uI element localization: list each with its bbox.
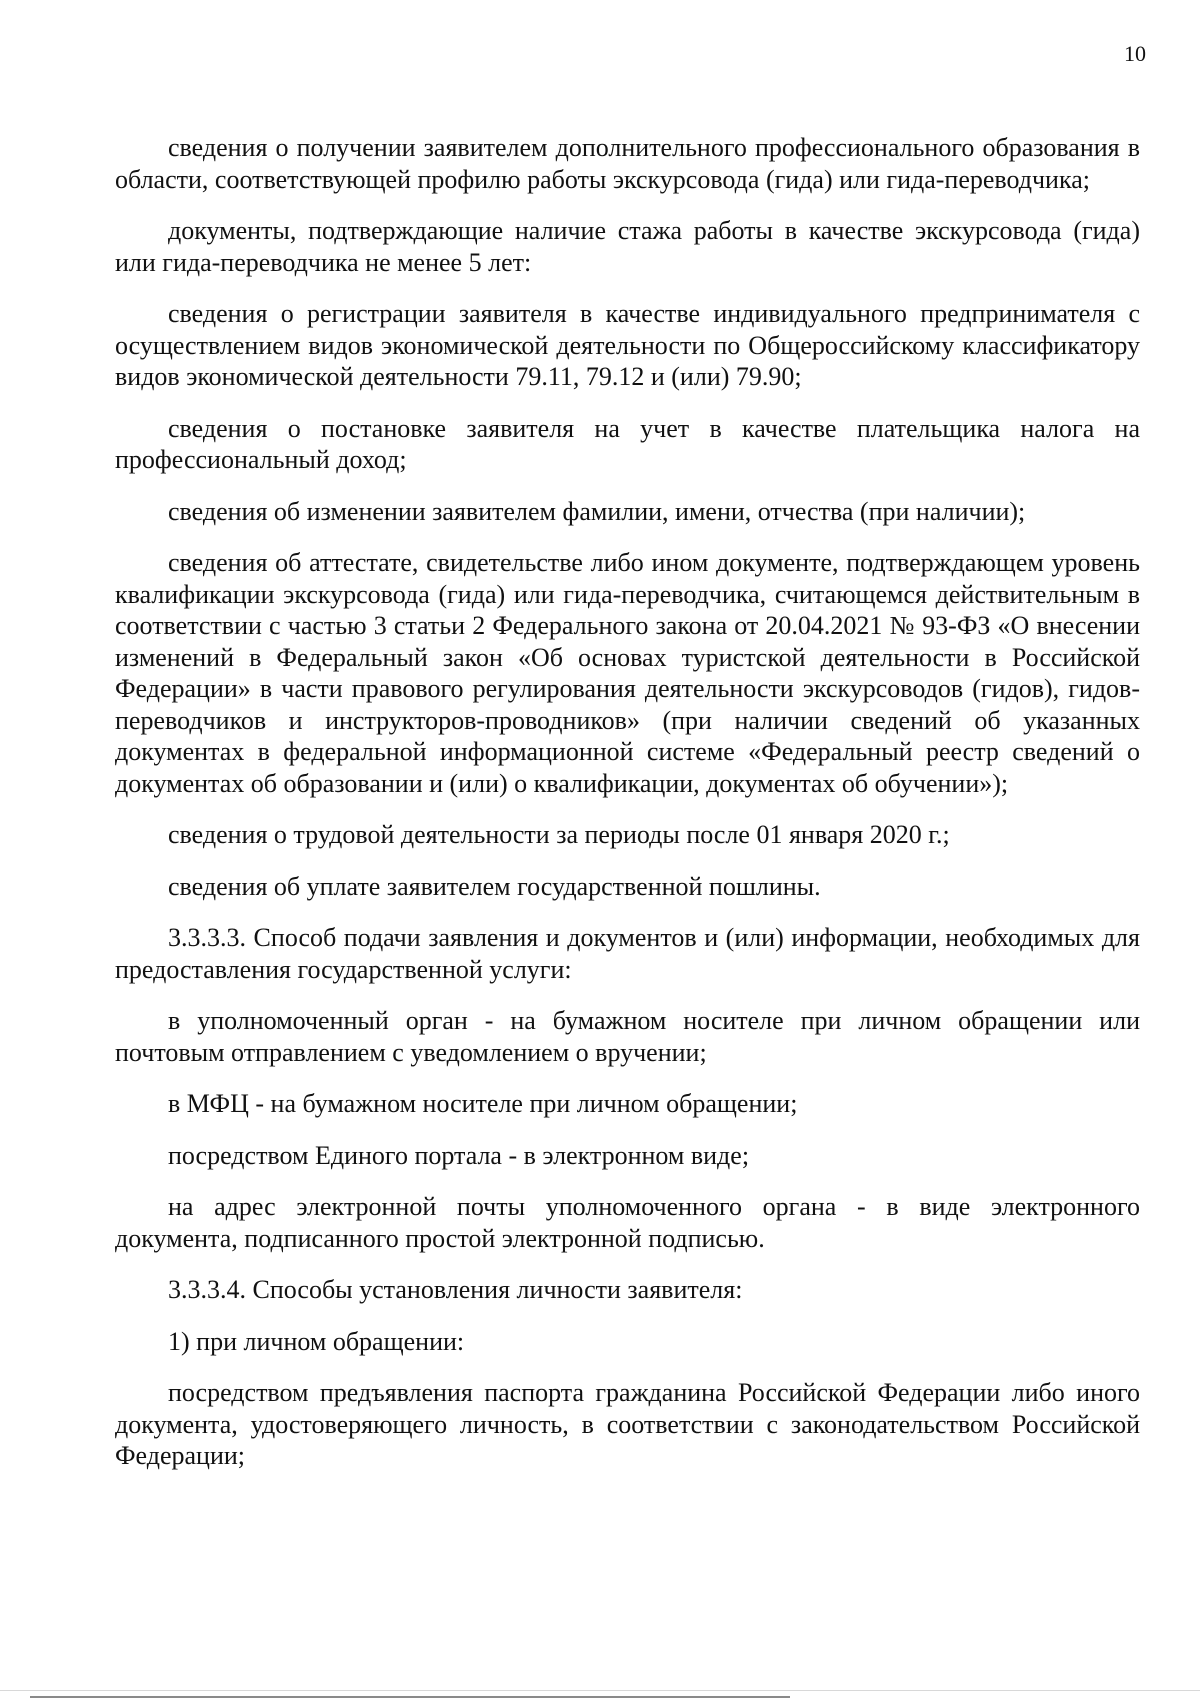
paragraph-work-experience: документы, подтверждающие наличие стажа работы в качестве экскурсовода (гида) или гида-переводчика не менее 5 лет: (115, 216, 1140, 277)
paragraph-personal-visit: 1) при личном обращении: (168, 1326, 465, 1356)
section-3-3-3-4: 3.3.3.4. Способы установления личности заявителя: (168, 1275, 743, 1304)
paragraph-email: на адрес электронной почты уполномоченного органа - в виде электронного документа, подписанного простой электронной подписью. (115, 1192, 1140, 1253)
section-3-3-3-3: 3.3.3.3. Способ подачи заявления и документов и (или) информации, необходимых для предоставления государственной услуги: (115, 923, 1140, 984)
paragraph-name-change: сведения об изменении заявителем фамилии, имени, отчества (при наличии); (168, 496, 1026, 526)
paragraph-entrepreneur-registration: сведения о регистрации заявителя в качестве индивидуального предпринимателя с осуществлением видов экономической деятельности по Общероссийскому классификатору видов экономической деятельности 79.11, 79.12 и (или) 79.90; (115, 299, 1140, 391)
paragraph-additional-education: сведения о получении заявителем дополнительного профессионального образования в области, соответствующей профилю работы экскурсовода (гида) или гида-переводчика; (115, 133, 1140, 194)
paragraph-mfc: в МФЦ - на бумажном носителе при личном обращении; (168, 1089, 798, 1118)
paragraph-labor-activity: сведения о трудовой деятельности за периоды после 01 января 2020 г.; (168, 820, 950, 849)
paragraph-authorized-body: в уполномоченный орган - на бумажном носителе при личном обращении или почтовым отправлением с уведомлением о вручении; (115, 1006, 1140, 1067)
paragraph-certificate: сведения об аттестате, свидетельстве либо ином документе, подтверждающем уровень квалификации экскурсовода (гида) или гида-переводчика, считающемся действительным в соответствии с частью 3 статьи 2 Федерального закона от 20.04.2021 № 93-ФЗ «О внесении изменений в Федеральный закон «Об основах туристской деятельности в Российской Федерации» в части правового регулирования деятельности экскурсоводов (гидов), гидов-переводчиков и инструкторов-проводников» (при наличии сведений об указанных документах в федеральной информационной системе «Федеральный реестр сведений о документах об образовании и (или) о квалификации, документах об обучении»); (115, 548, 1140, 798)
paragraph-state-fee: сведения об уплате заявителем государственной пошлины. (168, 871, 821, 901)
page-number: 10 (1124, 41, 1146, 66)
scan-bottom-line (30, 1696, 790, 1698)
document-body (115, 132, 1140, 1492)
paragraph-tax-registration: сведения о постановке заявителя на учет в качестве плательщика налога на профессиональный доход; (115, 413, 1140, 474)
paragraph-unified-portal: посредством Единого портала - в электронном виде; (168, 1140, 750, 1170)
scan-edge-line (0, 1690, 1200, 1691)
paragraph-passport: посредством предъявления паспорта гражданина Российской Федерации либо иного документа, удостоверяющего личность, в соответствии с законодательством Российской Федерации; (115, 1378, 1140, 1470)
